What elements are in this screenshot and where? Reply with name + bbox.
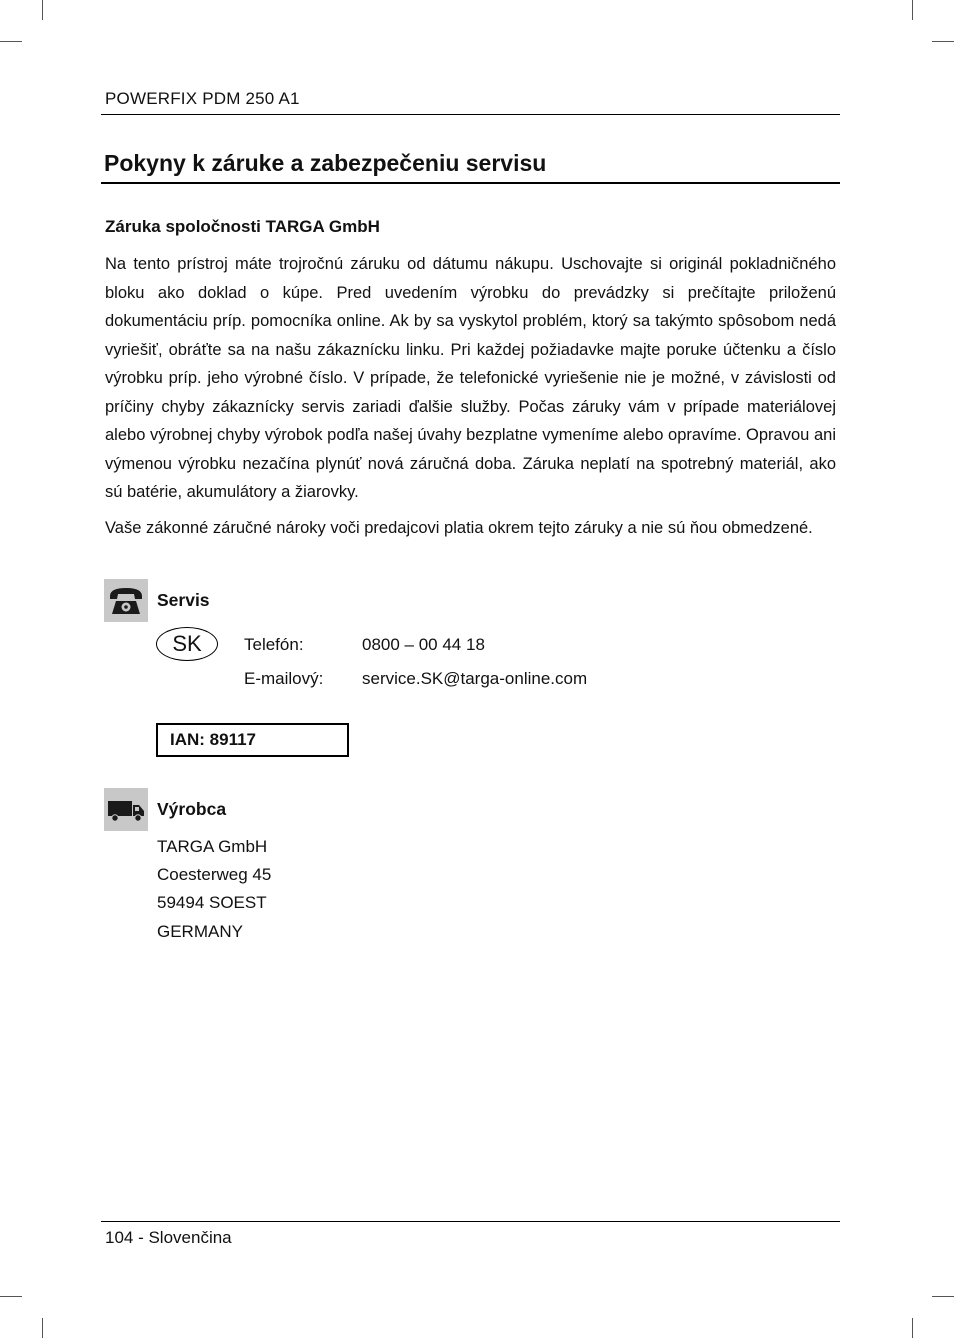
phone-label: Telefón: — [244, 635, 304, 654]
email-label: E-mailový: — [244, 669, 324, 688]
ian-box: IAN: 89117 — [156, 723, 349, 757]
crop-mark — [912, 0, 913, 20]
address-company: TARGA GmbH — [157, 837, 268, 856]
telephone-icon — [104, 579, 148, 622]
crop-mark — [42, 1318, 43, 1338]
address-country: GERMANY — [157, 922, 243, 941]
warranty-heading: Záruka spoločnosti TARGA GmbH — [105, 217, 380, 236]
address-street: Coesterweg 45 — [157, 865, 272, 884]
truck-icon — [104, 788, 148, 831]
running-header: POWERFIX PDM 250 A1 — [105, 89, 300, 108]
crop-mark — [0, 1296, 22, 1297]
statutory-rights-paragraph: Vaše zákonné záručné nároky voči predajcovi platia okrem tejto záruky a nie sú ňou obmedzené. — [105, 519, 813, 537]
crop-mark — [912, 1318, 913, 1338]
address-city: 59494 SOEST — [157, 893, 267, 912]
page-footer: 104 - Slovenčina — [105, 1228, 232, 1247]
crop-mark — [932, 1296, 954, 1297]
page-title: Pokyny k záruke a zabezpečeniu servisu — [104, 150, 547, 176]
email-address: service.SK@targa-online.com — [362, 669, 588, 688]
footer-rule — [101, 1221, 840, 1222]
country-badge: SK — [156, 627, 218, 661]
phone-number: 0800 – 00 44 18 — [362, 635, 485, 654]
crop-mark — [42, 0, 43, 20]
warranty-paragraph: Na tento prístroj máte trojročnú záruku od dátumu nákupu. Uschovajte si originál pokladničného bloku ako doklad o kúpe. Pred uvedením výrobku do prevádzky si prečítajte priloženú dokumentáciu príp. pomocníka online. Ak by sa vyskytol problém, ktorý sa takýmto spôsobom nedá vyriešiť, obráťte sa na našu zákaznícku linku. Pri každej požiadavke majte poruke účtenku a číslo výrobku príp. jeho výrobné číslo. V prípade, že telefonické vyriešenie nie je možné, v závislosti od príčiny chyby zákaznícky servis zariadi ďalšie služby. Počas záruky vám v prípade materiálovej alebo výrobnej chyby výrobok podľa našej úvahy bezplatne vymeníme alebo opravíme. Opravou ani výmenou výrobku nezačína plynúť nová záručná doba. Záruka neplatí na spotrebný materiál, ako sú batérie, akumulátory a žiarovky. — [105, 255, 836, 501]
service-heading: Servis — [157, 590, 210, 610]
crop-mark — [932, 41, 954, 42]
title-rule — [101, 182, 840, 184]
crop-mark — [0, 41, 22, 42]
manufacturer-heading: Výrobca — [157, 799, 227, 819]
header-rule — [101, 114, 840, 115]
